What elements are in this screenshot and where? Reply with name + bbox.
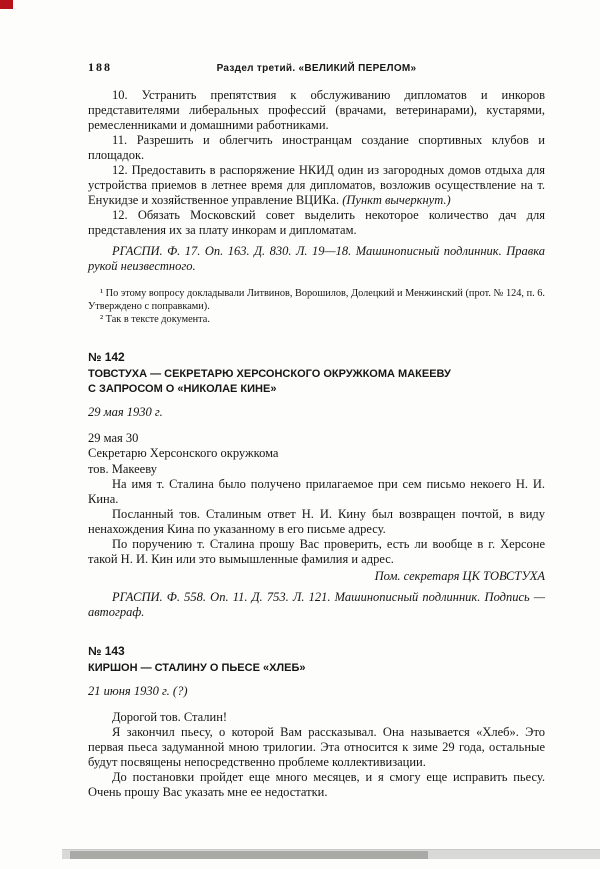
archive-reference-prev: РГАСПИ. Ф. 17. Оп. 163. Д. 830. Л. 19—18. Машинописный подлинник. Правка рукой неизвестного. xyxy=(88,244,545,273)
scan-corner-mark xyxy=(0,0,13,9)
editorial-note: (Пункт вычеркнут.) xyxy=(342,193,451,207)
doc-143-number: № 143 xyxy=(88,644,125,658)
doc-143-title: КИРШОН — СТАЛИНУ О ПЬЕСЕ «ХЛЕБ» xyxy=(88,662,306,674)
doc-142-paragraph: Посланный тов. Сталиным ответ Н. И. Кину был возвращен почтой, в виду ненахождения Кина по указанному в его письме адресу. xyxy=(88,507,545,536)
doc-142-number: № 142 xyxy=(88,350,125,364)
doc-142-address-block xyxy=(88,431,545,478)
scrollbar-thumb[interactable] xyxy=(70,851,428,859)
doc-142-addressee-name: тов. Макееву xyxy=(88,461,157,476)
list-item-10 xyxy=(88,88,545,133)
chapter-title: Раздел третий. «ВЕЛИКИЙ ПЕРЕЛОМ» xyxy=(216,63,417,74)
horizontal-scrollbar[interactable] xyxy=(62,849,600,859)
doc-142-date: 29 мая 1930 г. xyxy=(88,405,163,419)
doc-143-paragraph: Я закончил пьесу, о которой Вам рассказывал. Она называется «Хлеб». Это первая пьеса задуманной мною трилогии. Эта относится к зиме 29 года, остальные будут посвящены непосредственно проблеме коллективизации. xyxy=(88,724,545,769)
doc-142-title xyxy=(88,367,545,397)
list-item-12a xyxy=(88,163,545,208)
doc-142-addressee: Секретарю Херсонского окружкома xyxy=(88,446,279,460)
doc-142-dateline: 29 мая 30 xyxy=(88,430,139,445)
footnote-2: ² Так в тексте документа. xyxy=(100,314,210,325)
doc-142-paragraph: По поручению т. Сталина прошу Вас проверить, есть ли вообще в г. Херсоне такой Н. И. Кин или это вымышленные фамилия и адрес. xyxy=(88,537,545,566)
doc-143-date: 21 июня 1930 г. (?) xyxy=(88,684,188,698)
page-content xyxy=(88,88,545,800)
list-item-text: 12. Предоставить в распоряжение НКИД один из загородных домов отдыха для устройства приемов в летнее время для дипломатов, возложив осуществление на т. Енукидзе и хозяйственное управление ВЦИКа. xyxy=(88,163,545,207)
doc-142-title-line-2: С ЗАПРОСОМ О «НИКОЛАЕ КИНЕ» xyxy=(88,383,277,395)
list-item-text: 11. Разрешить и облегчить иностранцам создание спортивных клубов и площадок. xyxy=(88,133,545,162)
page-number: 188 xyxy=(88,60,112,74)
doc-142-title-line-1: ТОВСТУХА — СЕКРЕТАРЮ ХЕРСОНСКОГО ОКРУЖКОМА МАКЕЕВУ xyxy=(88,368,451,380)
list-item-text: 12. Обязать Московский совет выделить некоторое количество дач для представления их за плату инкорам и дипломатам. xyxy=(88,208,545,237)
doc-142-paragraph: На имя т. Сталина было получено прилагаемое при сем письмо некоего Н. И. Кина. xyxy=(88,477,545,506)
doc-143-paragraph: До постановки пройдет еще много месяцев, и я смогу еще исправить пьесу. Очень прошу Вас указать мне ее недостатки. xyxy=(88,769,545,799)
footnote-1: ¹ По этому вопросу докладывали Литвинов, Ворошилов, Долецкий и Менжинский (прот. № 124, п. 6. Утверждено с поправками). xyxy=(88,288,545,312)
footnotes xyxy=(88,287,545,326)
doc-143-salutation: Дорогой тов. Сталин! xyxy=(112,709,228,724)
list-item-12b xyxy=(88,208,545,238)
archive-reference-142: РГАСПИ. Ф. 558. Оп. 11. Д. 753. Л. 121. Машинописный подлинник. Подпись — автограф. xyxy=(88,590,545,619)
list-item-11 xyxy=(88,133,545,163)
running-head xyxy=(88,60,545,75)
doc-142-signature: Пом. секретаря ЦК ТОВСТУХА xyxy=(374,569,545,583)
list-item-text: 10. Устранить препятствия к обслуживанию дипломатов и инкоров представителями либеральных профессий (врачами, ветеринарами), кустарями, ремесленниками и домашними работниками. xyxy=(88,88,545,132)
